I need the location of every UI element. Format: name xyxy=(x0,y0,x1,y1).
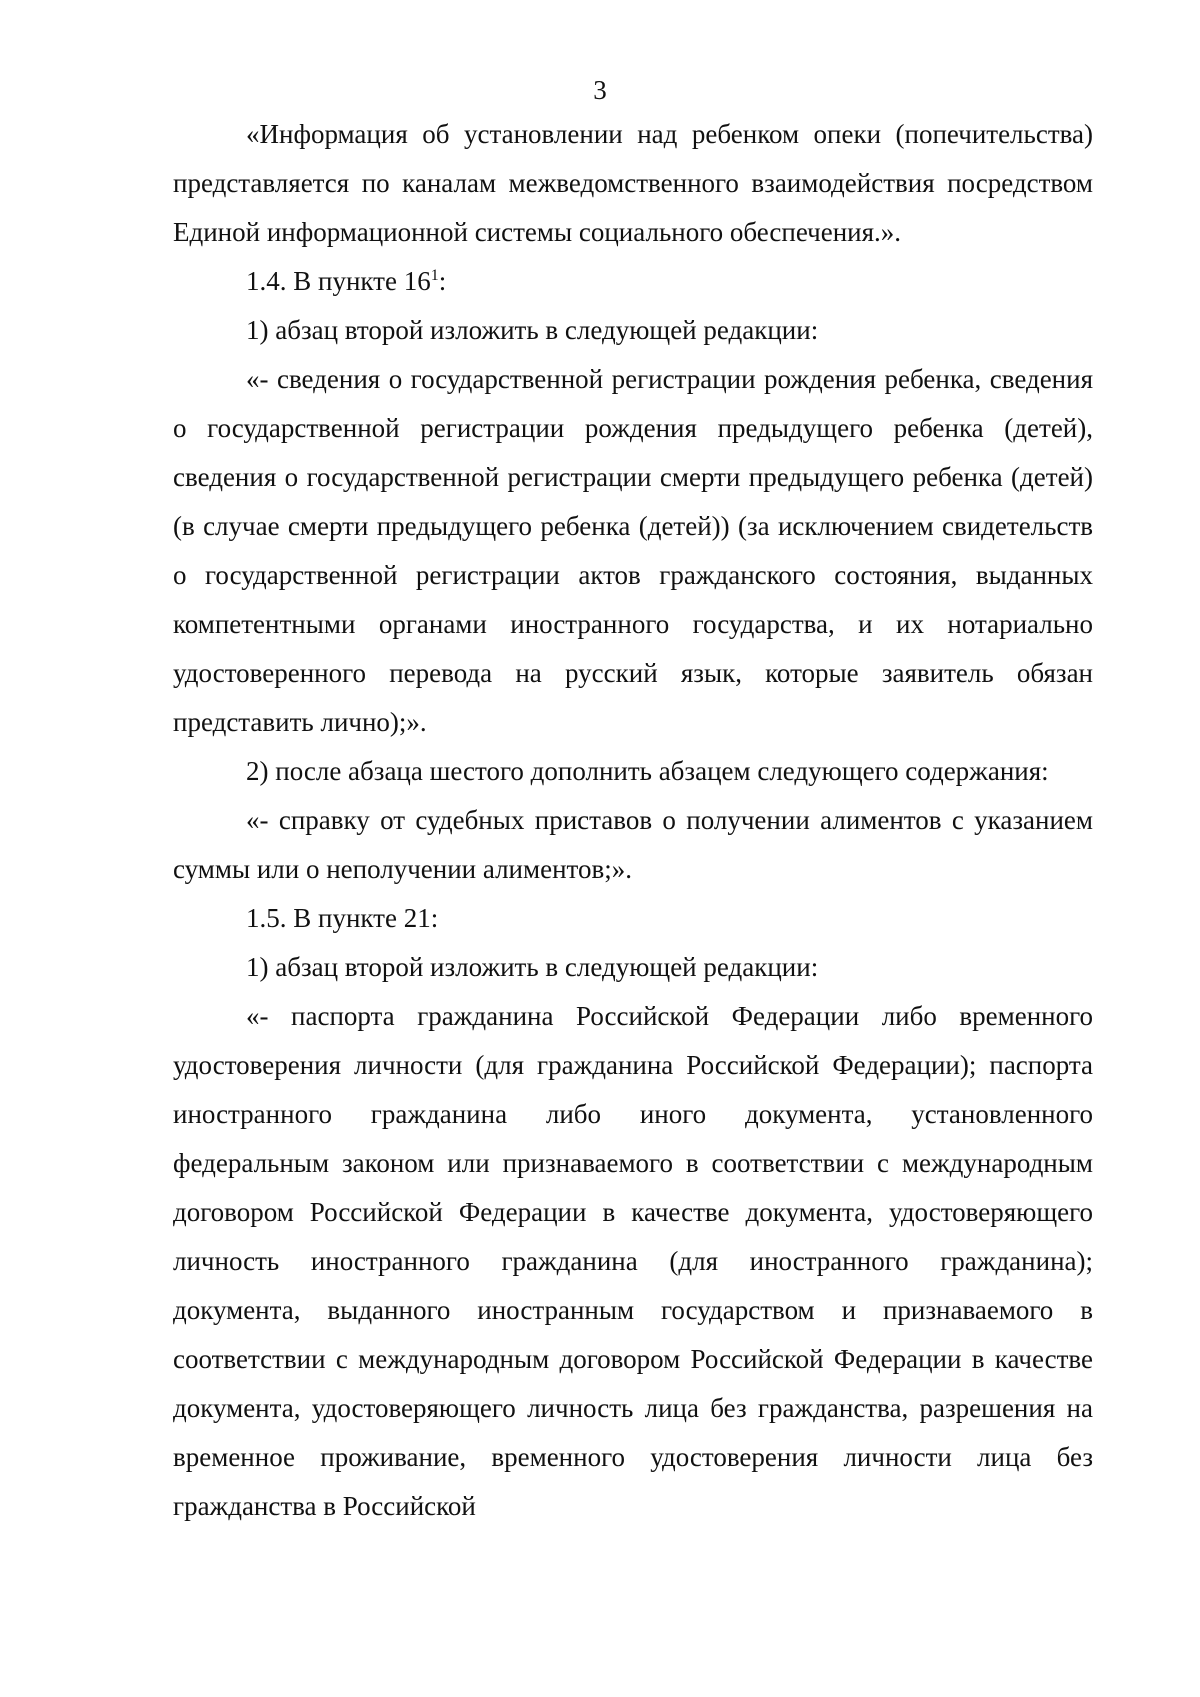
paragraph-item-1-5: 1.5. В пункте 21: xyxy=(246,903,439,933)
paragraph-alimony-certificate: «- справку от судебных приставов о получении алиментов с указанием суммы или о неполучении алиментов;». xyxy=(173,805,1093,884)
paragraph-subitem-1: 1) абзац второй изложить в следующей редакции: xyxy=(246,315,819,345)
paragraph-subitem-2: 2) после абзаца шестого дополнить абзацем следующего содержания: xyxy=(246,756,1049,786)
document-body xyxy=(173,110,1093,1531)
paragraph-birth-registration: «- сведения о государственной регистрации рождения ребенка, сведения о государственной регистрации рождения предыдущего ребенка (детей), сведения о государственной регистрации смерти предыдущего ребенка (детей) (в случае смерти предыдущего ребенка (детей)) (за исключением свидетельств о государственной регистрации актов гражданского состояния, выданных компетентными органами иностранного государства, и их нотариально удостоверенного перевода на русский язык, которые заявитель обязан представить лично);». xyxy=(173,364,1093,737)
paragraph-passport-documents: «- паспорта гражданина Российской Федерации либо временного удостоверения личности (для гражданина Российской Федерации); паспорта иностранного гражданина либо иного документа, установленного федеральным законом или признаваемого в соответствии с международным договором Российской Федерации в качестве документа, удостоверяющего личность иностранного гражданина (для иностранного гражданина); документа, выданного иностранным государством и признаваемого в соответствии с международным договором Российской Федерации в качестве документа, удостоверяющего личность лица без гражданства, разрешения на временное проживание, временного удостоверения личности лица без гражданства в Российской xyxy=(173,1001,1093,1521)
paragraph-item-1-4 xyxy=(173,257,1093,306)
item-1-4-colon: : xyxy=(438,266,447,296)
paragraph-guardianship-info: «Информация об установлении над ребенком опеки (попечительства) представляется по каналам межведомственного взаимодействия посредством Единой информационной системы социального обеспечения.». xyxy=(173,119,1093,247)
page-number: 3 xyxy=(593,75,607,105)
item-1-4-text: 1.4. В пункте 16 xyxy=(246,266,431,296)
paragraph-subitem-1-second: 1) абзац второй изложить в следующей редакции: xyxy=(246,952,819,982)
item-1-4-superscript: 1 xyxy=(430,267,439,284)
